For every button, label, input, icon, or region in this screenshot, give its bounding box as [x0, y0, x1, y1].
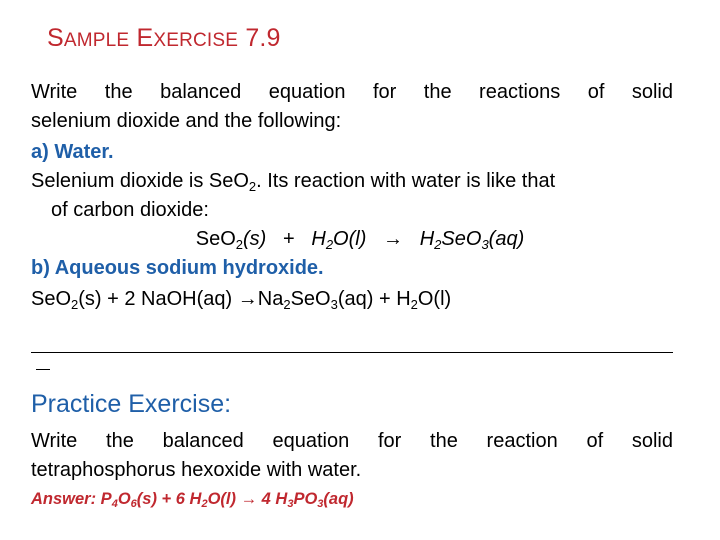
part-a-heading: a) Water.: [31, 141, 114, 163]
practice-line-2: tetraphosphorus hexoxide with water.: [31, 459, 362, 481]
practice-line-1: Write the balanced equation for the reaction of solid: [31, 430, 673, 452]
practice-heading: Practice Exercise:: [31, 390, 232, 418]
part-a-text: Selenium dioxide is SeO$_2$. Its reaction with water is like that: [31, 170, 556, 194]
intro-line-1: Write the balanced equation for the reactions of solid: [31, 81, 673, 103]
part-b-equation: SeO$_2$(s) + 2 NaOH(aq) $\to Na_2SeO_3(aq) + H_2O(l)$: [31, 288, 452, 312]
answer-blank: [36, 369, 50, 370]
exercise-body: [31, 78, 673, 314]
part-a-text-line-2: of carbon dioxide:: [51, 199, 209, 221]
practice-body: [31, 427, 673, 485]
answer-line: Answer: $P_4O_6(s) + 6$ $H_2O(l) \to 4$ $H_3PO_3(aq)$: [31, 490, 354, 510]
answer-rule: [31, 352, 673, 353]
part-a-equation: SeO$_2$(s) + $H_2O(l)$ → $H_2SeO_3(aq)$: [195, 228, 525, 252]
page-title: SAMPLE EXERCISE 7.9: [47, 24, 281, 52]
part-b-heading: b) Aqueous sodium hydroxide.: [31, 257, 324, 279]
intro-line-2: selenium dioxide and the following:: [31, 110, 342, 132]
